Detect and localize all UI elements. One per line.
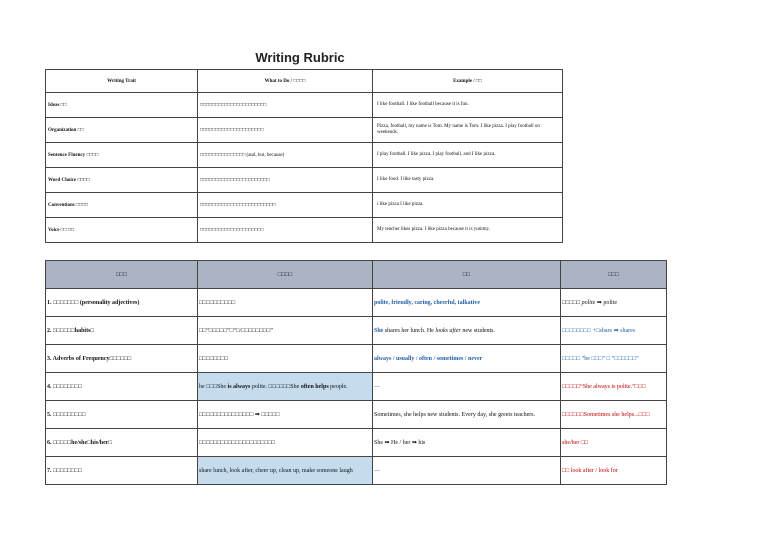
vocab-header-topic: □□□ bbox=[46, 261, 198, 289]
vocab-explanation: share lunch, look after, cheer up, clean up, make someone laugh bbox=[198, 457, 373, 485]
vocab-note: □□ look after / look for bbox=[561, 457, 667, 485]
table-row bbox=[46, 118, 563, 143]
rubric-header-example: Example / □□ bbox=[373, 70, 563, 93]
vocab-topic: 7. □□□□□□□□ bbox=[46, 457, 198, 485]
vocab-explanation: □□□□□□□□□□□□□□□□□□□□□ bbox=[198, 429, 373, 457]
vocab-example bbox=[373, 317, 561, 345]
rubric-trait: Voice □□ □□ bbox=[46, 218, 198, 243]
vocab-example-part: new students. bbox=[460, 327, 495, 334]
rubric-what: □□□□□□□□□□□□□□□□□□□□□ bbox=[198, 118, 373, 143]
vocab-explanation-emph: often helps bbox=[300, 383, 329, 390]
rubric-what: □□□□□□□□□□□□□□□□□□□□□□□ bbox=[198, 168, 373, 193]
rubric-example: I play football. I like pizza. I play football, and I like pizza. bbox=[373, 143, 563, 168]
vocab-note-emph: polite bbox=[581, 300, 596, 306]
table-row bbox=[46, 289, 667, 317]
vocab-explanation-part: people. bbox=[328, 383, 348, 390]
vocab-topic: 5. □□□□□□□□□ bbox=[46, 401, 198, 429]
vocab-header-note: □□□ bbox=[561, 261, 667, 289]
vocab-explanation: □□□□□□□□□□ bbox=[198, 289, 373, 317]
vocab-note bbox=[561, 289, 667, 317]
vocab-example-emph: looks after bbox=[435, 327, 461, 334]
vocab-explanation-part: be □□□She bbox=[199, 383, 228, 390]
vocab-note: □□□□□“She always is polite.”□□□ bbox=[561, 373, 667, 401]
rubric-what: □□□□□□□□□□□□□□□□□□□□□□□□□ bbox=[198, 193, 373, 218]
rubric-trait: Word Choice □□□□ bbox=[46, 168, 198, 193]
vocab-note-part: ➡ polite bbox=[595, 300, 617, 306]
vocab-explanation: □□□□□□□□□□□□□□□ ➡ □□□□□ bbox=[198, 401, 373, 429]
vocab-topic: 6. □□□□□he/she□his/her□ bbox=[46, 429, 198, 457]
rubric-example: i like pizza I like pizza. bbox=[373, 193, 563, 218]
rubric-example: My teacher likes pizza. I like pizza because it is yummy. bbox=[373, 218, 563, 243]
vocab-explanation: □□“□□□□□”□“□/□□□□□□□□” bbox=[198, 317, 373, 345]
vocab-example: polite, friendly, caring, cheerful, talkative bbox=[373, 289, 561, 317]
table-row bbox=[46, 345, 667, 373]
rubric-header-trait: Writing Trait bbox=[46, 70, 198, 93]
vocab-explanation: □□□□□□□□ bbox=[198, 345, 373, 373]
vocab-note: □□□□□□□□ +□share ➡ shares bbox=[561, 317, 667, 345]
vocab-example-subject: She bbox=[374, 327, 384, 334]
vocab-topic: 1. □□□□□□□ (personality adjectives) bbox=[46, 289, 198, 317]
table-row bbox=[46, 317, 667, 345]
rubric-example: I like food. I like tasty pizza. bbox=[373, 168, 563, 193]
vocab-example-part: shares her lunch. He bbox=[383, 327, 436, 334]
rubric-header-row bbox=[46, 70, 563, 93]
vocab-header-explanation: □□□□ bbox=[198, 261, 373, 289]
rubric-header-what: What to Do / □□□□ bbox=[198, 70, 373, 93]
rubric-trait: Sentence Fluency □□□□ bbox=[46, 143, 198, 168]
table-row bbox=[46, 143, 563, 168]
page-title: Writing Rubric bbox=[255, 50, 345, 65]
vocab-example: — bbox=[373, 373, 561, 401]
vocab-example: Sometimes, she helps new students. Every day, she greets teachers. bbox=[373, 401, 561, 429]
vocab-example: She ➡ He / her ➡ his bbox=[373, 429, 561, 457]
table-row bbox=[46, 218, 563, 243]
vocab-note: □□□□□□Sometimes she helps...□□□ bbox=[561, 401, 667, 429]
table-row bbox=[46, 193, 563, 218]
rubric-table bbox=[45, 69, 563, 243]
table-row bbox=[46, 93, 563, 118]
rubric-what: □□□□□□□□□□□□□□□□□□□□□ bbox=[198, 218, 373, 243]
vocab-example: — bbox=[373, 457, 561, 485]
rubric-trait: Ideas □□ bbox=[46, 93, 198, 118]
vocab-explanation-part: polite. □□□□□□She bbox=[250, 383, 301, 390]
vocab-example: always / usually / often / sometimes / never bbox=[373, 345, 561, 373]
vocab-note: she/her □□ bbox=[561, 429, 667, 457]
vocabulary-table bbox=[45, 260, 667, 485]
rubric-example: I like football. I like football because it is fun. bbox=[373, 93, 563, 118]
vocab-explanation-emph: is always bbox=[227, 383, 251, 390]
vocab-note-part: □□□□□ bbox=[562, 300, 582, 306]
vocab-note: □□□□□ “be □□□” □ “□□□□□□” bbox=[561, 345, 667, 373]
rubric-what: □□□□□□□□□□□□□□□ (and, but, because) bbox=[198, 143, 373, 168]
vocab-topic: 4. □□□□□□□□ bbox=[46, 373, 198, 401]
rubric-what: □□□□□□□□□□□□□□□□□□□□□□ bbox=[198, 93, 373, 118]
vocab-header-example: □□ bbox=[373, 261, 561, 289]
vocab-topic: 3. Adverbs of Frequency□□□□□□ bbox=[46, 345, 198, 373]
vocab-header-row bbox=[46, 261, 667, 289]
table-row bbox=[46, 429, 667, 457]
table-row bbox=[46, 168, 563, 193]
rubric-trait: Organization □□ bbox=[46, 118, 198, 143]
table-row bbox=[46, 457, 667, 485]
table-row bbox=[46, 373, 667, 401]
rubric-trait: Conventions □□□□ bbox=[46, 193, 198, 218]
vocab-explanation bbox=[198, 373, 373, 401]
table-row bbox=[46, 401, 667, 429]
vocab-topic: 2. □□□□□□habits□ bbox=[46, 317, 198, 345]
rubric-example: Pizza, football, my name is Tom. My name is Tom. I like pizza. I play football on weekends. bbox=[373, 118, 563, 143]
